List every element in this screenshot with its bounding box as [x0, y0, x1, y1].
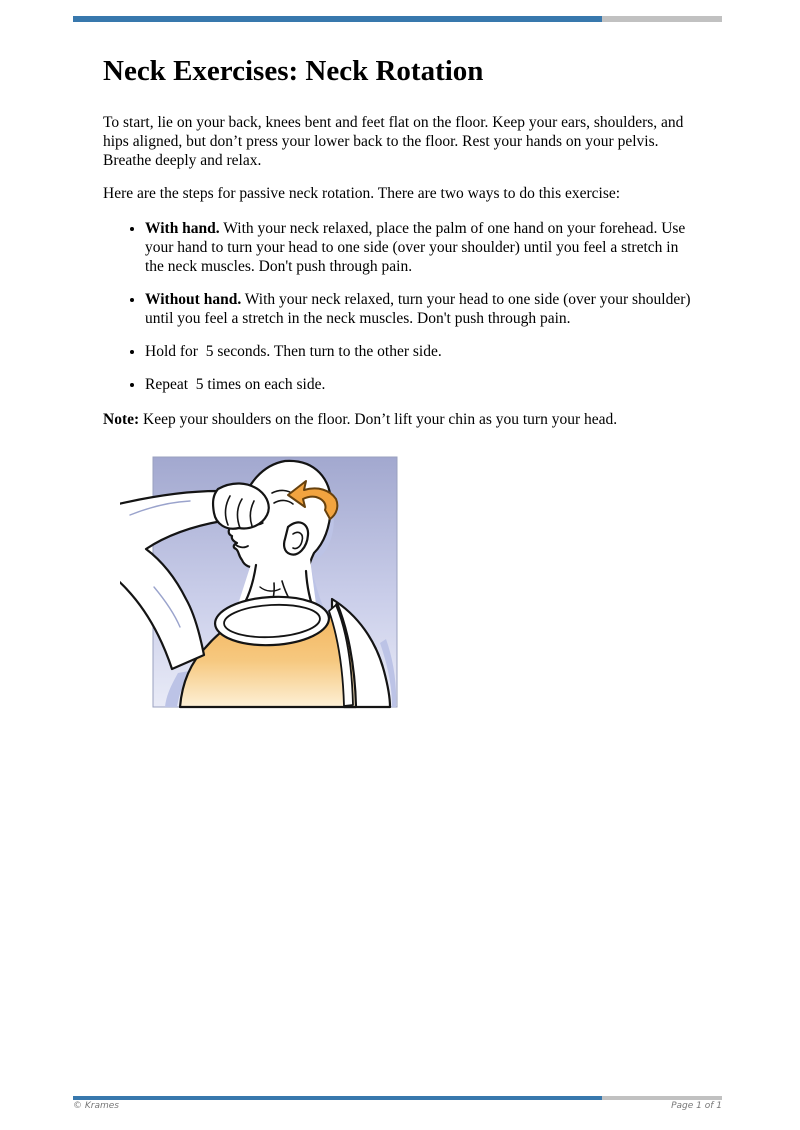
top-accent-bar-blue: [73, 16, 602, 22]
footer-accent-bar-blue: [73, 1096, 602, 1100]
note-paragraph: [103, 410, 697, 429]
steps-intro-paragraph: [103, 184, 697, 203]
neck-rotation-drawing: [120, 455, 400, 711]
list-item: [145, 375, 697, 394]
neck-rotation-illustration: [120, 455, 400, 711]
steps-list: [103, 219, 697, 394]
list-item: [145, 342, 697, 361]
footer: [73, 1101, 722, 1111]
intro-text: To start, lie on your back, knees bent and feet flat on the floor. Keep your ears, shoulders, and hips aligned, but don’t press your lower back to the floor. Rest your hands on your pelvis. Breathe deeply and relax.: [103, 114, 688, 169]
footer-accent-bar: [73, 1096, 722, 1100]
top-accent-bar-gray: [602, 16, 722, 22]
steps-intro-text: Here are the steps for passive neck rotation. There are two ways to do this exercise:: [103, 185, 621, 202]
footer-page-number: Page 1 of 1: [671, 1101, 722, 1111]
footer-accent-bar-gray: [602, 1096, 722, 1100]
top-accent-bar: [73, 16, 722, 22]
list-item-text: Hold for 5 seconds. Then turn to the other side.: [145, 343, 442, 360]
hand: [213, 483, 269, 528]
footer-copyright: © Krames: [73, 1101, 119, 1111]
page-title: Neck Exercises: Neck Rotation: [103, 55, 484, 87]
list-item-lead: With hand.: [145, 220, 220, 237]
note-label: Note:: [103, 411, 140, 428]
intro-paragraph: [103, 113, 697, 170]
list-item: [145, 290, 697, 328]
list-item: [145, 219, 697, 276]
document-content: [103, 54, 697, 711]
list-item-text: Repeat 5 times on each side.: [145, 376, 326, 393]
list-item-text: With your neck relaxed, place the palm of one hand on your forehead. Use your hand to turn your head to one side (over your shoulder) until you feel a stretch in the neck muscles. Don't push through pain.: [145, 220, 690, 275]
list-item-lead: Without hand.: [145, 291, 242, 308]
list-item-text: With your neck relaxed, turn your head to one side (over your shoulder) until you feel a stretch in the neck muscles. Don't push through pain.: [145, 291, 695, 327]
note-text: Keep your shoulders on the floor. Don’t lift your chin as you turn your head.: [139, 411, 618, 428]
